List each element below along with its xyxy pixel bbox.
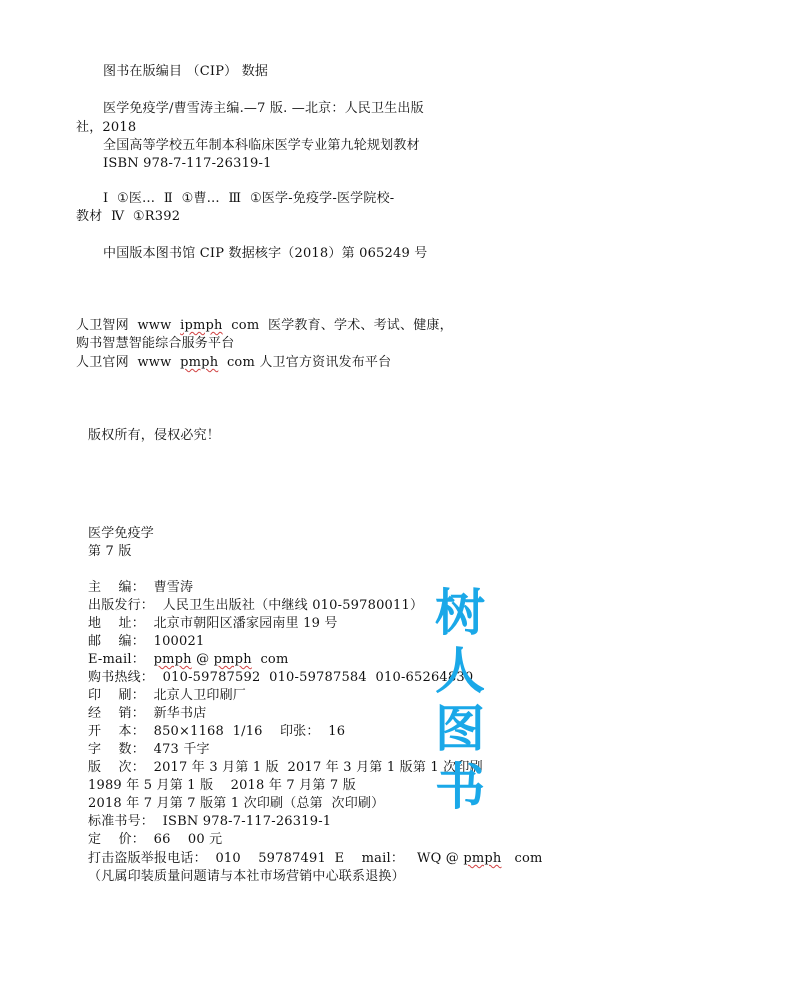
guanwang-domain: pmph bbox=[180, 355, 219, 370]
email-domain: pmph bbox=[213, 652, 252, 667]
cip-title: 图书在版编目 （CIP） 数据 bbox=[103, 64, 269, 79]
zhiwang-suffix: com 医学教育、学术、考试、健康， bbox=[222, 318, 453, 333]
watermark-char: 人 bbox=[435, 642, 485, 700]
book-standard-isbn: 标准书号： ISBN 978-7-117-26319-1 bbox=[88, 814, 332, 829]
book-printer: 印 刷： 北京人卫印刷厂 bbox=[88, 688, 246, 703]
book-word-count: 字 数： 473 千字 bbox=[88, 742, 210, 757]
cip-line-2: 社，2018 bbox=[76, 120, 137, 135]
book-return-note: （凡属印装质量问题请与本社市场营销中心联系退换） bbox=[88, 869, 405, 884]
report-prefix: 打击盗版举报电话： 010 59787491 E mail： WQ @ bbox=[88, 851, 464, 866]
watermark-char: 图 bbox=[435, 700, 485, 758]
guanwang-prefix: 人卫官网 www bbox=[76, 355, 181, 370]
copyright-notice: 版权所有，侵权必究！ bbox=[88, 428, 221, 443]
cip-record-number: 中国版本图书馆 CIP 数据核字（2018）第 065249 号 bbox=[103, 246, 428, 261]
book-address: 地 址： 北京市朝阳区潘家园南里 19 号 bbox=[88, 616, 338, 631]
watermark-char: 树 bbox=[435, 584, 485, 642]
report-suffix: com bbox=[501, 851, 543, 866]
email-prefix: E-mail： bbox=[88, 652, 154, 667]
book-price: 定 价： 66 00 元 bbox=[88, 832, 223, 847]
book-edition: 第 7 版 bbox=[88, 544, 132, 559]
book-postcode: 邮 编： 100021 bbox=[88, 634, 205, 649]
cip-classification-1: Ⅰ ①医… Ⅱ ①曹… Ⅲ ①医学-免疫学-医学院校- bbox=[103, 191, 395, 206]
report-domain: pmph bbox=[463, 851, 502, 866]
guanwang-line bbox=[76, 355, 391, 371]
book-impression-2: 1989 年 5 月第 1 版 2018 年 7 月第 7 版 bbox=[88, 778, 356, 793]
zhiwang-line bbox=[76, 318, 453, 334]
book-dealer: 经 销： 新华书店 bbox=[88, 706, 207, 721]
watermark-char: 书 bbox=[435, 758, 485, 816]
email-suffix: com bbox=[251, 652, 289, 667]
email-at: @ bbox=[191, 652, 214, 667]
email-user: pmph bbox=[153, 652, 192, 667]
book-impression-1: 版 次： 2017 年 3 月第 1 版 2017 年 3 月第 1 版第 1 次印刷 bbox=[88, 760, 483, 775]
cip-line-3: 全国高等学校五年制本科临床医学专业第九轮规划教材 bbox=[103, 138, 420, 153]
watermark bbox=[428, 584, 492, 816]
guanwang-suffix: com 人卫官方资讯发布平台 bbox=[218, 355, 392, 370]
book-email bbox=[88, 652, 288, 668]
cip-line-1: 医学免疫学/曹雪涛主编.—7 版. —北京：人民卫生出版 bbox=[103, 101, 424, 116]
cip-classification-2: 教材 Ⅳ ①R392 bbox=[76, 209, 181, 224]
book-publisher: 出版发行： 人民卫生出版社（中继线 010-59780011） bbox=[88, 598, 424, 613]
zhiwang-domain: ipmph bbox=[180, 318, 223, 333]
book-hotline: 购书热线： 010-59787592 010-59787584 010-65264830 bbox=[88, 670, 474, 685]
book-format: 开 本： 850×1168 1/16 印张： 16 bbox=[88, 724, 346, 739]
book-editor: 主 编： 曹雪涛 bbox=[88, 580, 194, 595]
book-impression-3: 2018 年 7 月第 7 版第 1 次印刷（总第 次印刷） bbox=[88, 796, 385, 811]
zhiwang-line-2: 购书智慧智能综合服务平台 bbox=[76, 336, 235, 351]
book-report-line bbox=[88, 851, 543, 867]
book-title: 医学免疫学 bbox=[88, 526, 155, 541]
cip-isbn: ISBN 978-7-117-26319-1 bbox=[103, 156, 272, 171]
zhiwang-prefix: 人卫智网 www bbox=[76, 318, 181, 333]
